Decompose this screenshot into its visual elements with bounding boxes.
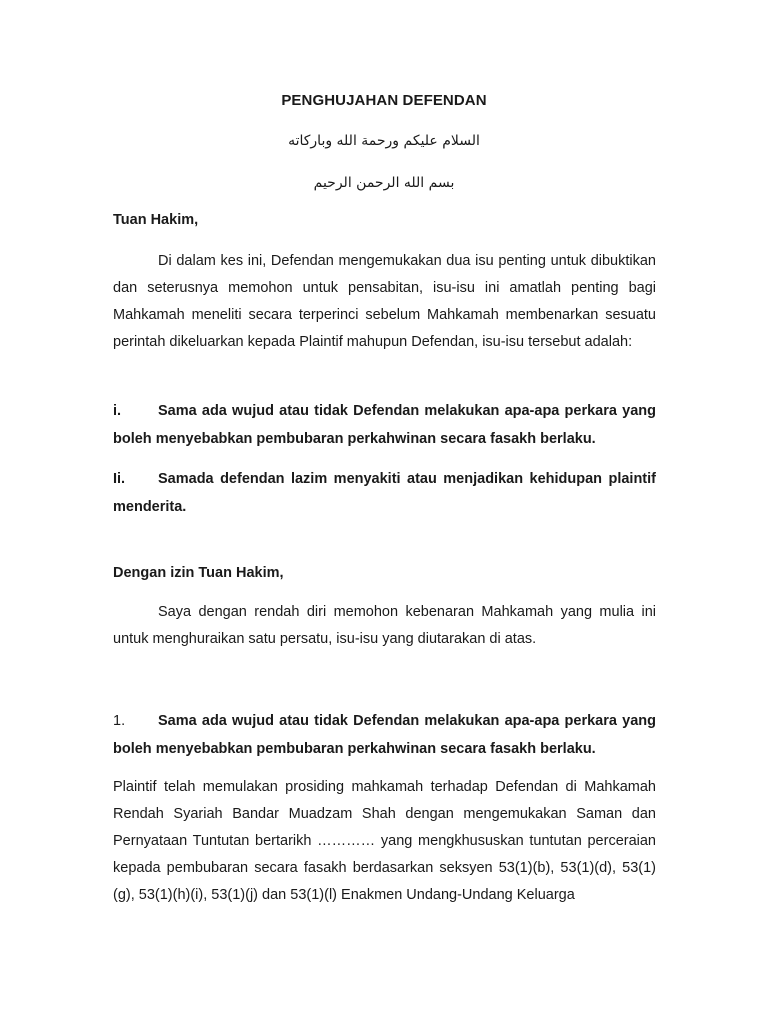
greeting-tuan-hakim: Tuan Hakim, xyxy=(113,212,199,228)
bismillah: بسم الله الرحمن الرحيم xyxy=(313,175,455,191)
issue-item-2 xyxy=(113,465,656,521)
greeting-dengan-izin: Dengan izin Tuan Hakim, xyxy=(113,565,284,581)
issue-number: Ii. xyxy=(113,471,126,487)
salam-greeting: السلام عليكم ورحمة الله وباركاته xyxy=(288,133,480,149)
request-paragraph: Saya dengan rendah diri memohon kebenaran Mahkamah yang mulia ini untuk menghuraikan satu persatu, isu-isu yang diutarakan di atas. xyxy=(113,604,656,647)
section-number: 1. xyxy=(113,713,126,729)
issue-number: i. xyxy=(113,403,122,419)
intro-paragraph: Di dalam kes ini, Defendan mengemukakan dua isu penting untuk dibuktikan dan seterusnya memohon untuk pensabitan, isu-isu ini amatlah penting bagi Mahkamah meneliti secara terperinci sebelum Mahkamah membenarkan sesuatu perintah dikeluarkan kepada Plaintif mahupun Defendan, isu-isu tersebut adalah: xyxy=(113,253,656,350)
section-heading-1 xyxy=(113,707,656,763)
issue-text: Sama ada wujud atau tidak Defendan melakukan apa-apa perkara yang boleh menyebabkan pembubaran perkahwinan secara fasakh berlaku. xyxy=(113,403,656,447)
section-heading-text: Sama ada wujud atau tidak Defendan melakukan apa-apa perkara yang boleh menyebabkan pembubaran perkahwinan secara fasakh berlaku. xyxy=(113,713,656,757)
body-paragraph: Plaintif telah memulakan prosiding mahkamah terhadap Defendan di Mahkamah Rendah Syariah Bandar Muadzam Shah dengan mengemukakan Saman dan Pernyataan Tuntutan bertarikh ………… yang mengkhususkan tuntutan perceraian kepada pembubaran secara fasakh berdasarkan seksyen 53(1)(b), 53(1)(d), 53(1)(g), 53(1)(h)(i), 53(1)(j) dan 53(1)(l) Enakmen Undang-Undang Keluarga xyxy=(113,779,656,903)
issue-text: Samada defendan lazim menyakiti atau menjadikan kehidupan plaintif menderita. xyxy=(113,471,656,515)
document-title: PENGHUJAHAN DEFENDAN xyxy=(281,92,487,109)
issue-item-1 xyxy=(113,397,656,453)
